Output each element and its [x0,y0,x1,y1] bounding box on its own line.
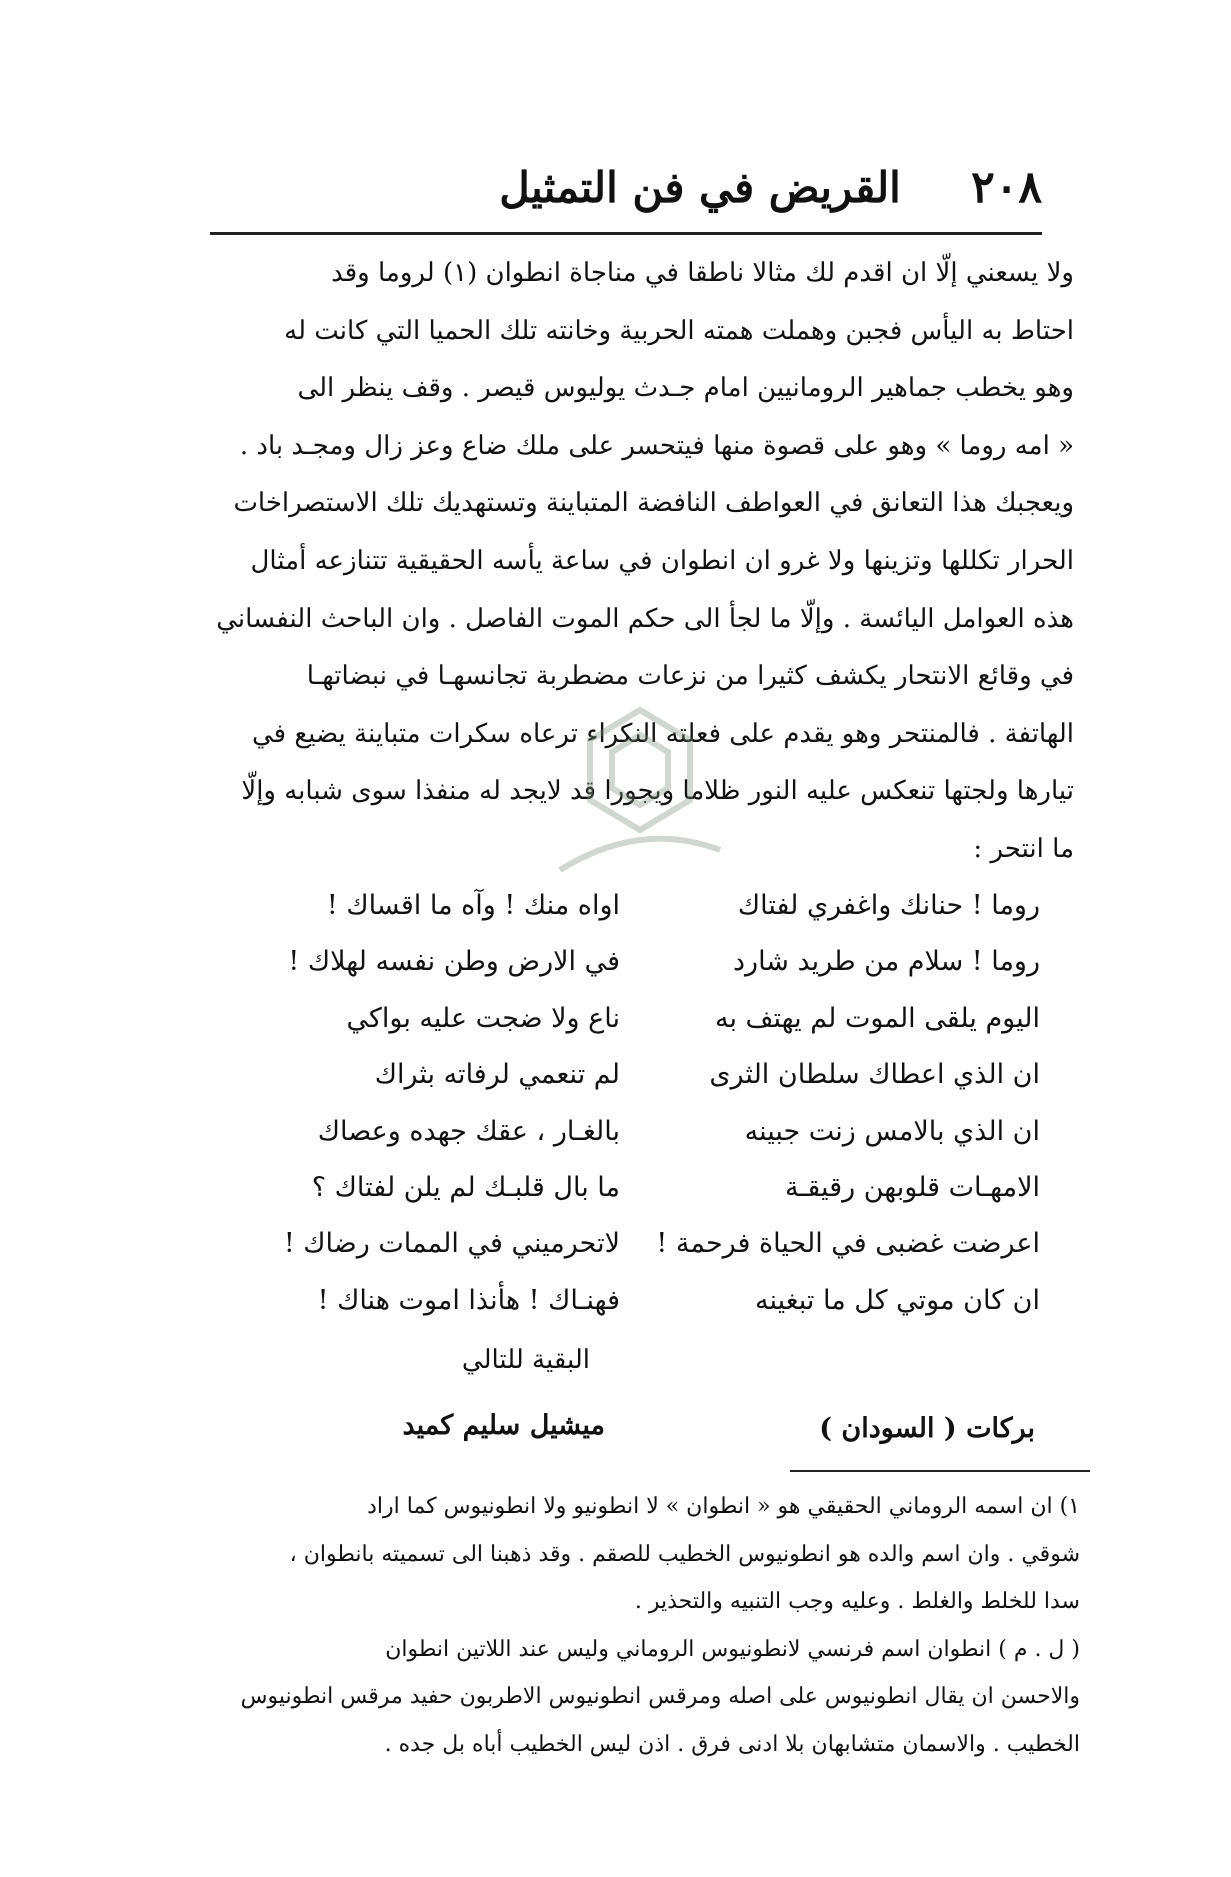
verse-first-hemistich: روما ! سلام من طريد شارد [733,946,1040,978]
footnote-line: سدا للخلط والغلط . وعليه وجب التنبيه والتحذير . [634,1589,1080,1614]
verse-first-hemistich: اليوم يلقى الموت لم يهتف به [714,1002,1040,1034]
verse-first-hemistich: ان الذي اعطاك سلطان الثرى [709,1059,1040,1091]
body-line: ما انتحر : [973,833,1074,864]
body-line: ولا يسعني إلّا ان اقدم لك مثالا ناطقا في مناجاة انطوان (١) لروما وقد [331,258,1074,288]
author-location: بركات ( السودان ) [819,1413,1035,1444]
body-line: احتاط به اليأس فجبن وهملت همته الحربية وخانته تلك الحميا التي كانت له [284,315,1074,346]
poem-verse [250,1116,1040,1172]
body-line: الهاتفة . فالمنتحر وهو يقدم على فعلته النكراء ترعاه سكرات متباينة يضيع في [251,718,1074,749]
footnote-line: شوقي . وان اسم والده هو انطونيوس الخطيب للصقم . وقد ذهبنا الى تسميته بانطوان ، [289,1541,1080,1567]
verse-first-hemistich: روما ! حنانك واغفري لفتاك [737,890,1040,921]
verse-second-hemistich: ناع ولا ضجت عليه بواكي [346,1002,620,1034]
body-line: في وقائع الانتحار يكشف كثيرا من نزعات مضطربة تجانسهـا في نبضاتهـا [306,661,1074,692]
body-line: « امه روما » وهو على قصوة منها فيتحسر على ملك ضاع وعز زال ومجـد باد . [239,430,1074,461]
body-line: وهو يخطب جماهير الرومانيين امام جـدث يوليوس قيصر . وقف ينظر الى [297,373,1074,404]
page-number: ٢٠٨ [971,162,1042,213]
body-line: هذه العوامل اليائسة . وإلّا ما لجأ الى حكم الموت الفاصل . وان الباحث النفساني [216,603,1074,634]
poem [250,890,1040,1341]
footnote-line: ( ل . م ) انطوان اسم فرنسي لانطونيوس الروماني وليس عند اللاتين انطوان [385,1636,1080,1662]
verse-first-hemistich: الامهـات قلوبهن رقيقـة [785,1171,1040,1203]
body-line: ويعجبك هذا التعانق في العواطف النافضة المتباينة وتستهديك تلك الاستصراخات [233,488,1074,519]
verse-first-hemistich: اعرضت غضبى في الحياة فرحمة ! [656,1228,1040,1260]
author-signature: ميشيل سليم كميد [402,1410,605,1441]
poem-verse [250,1228,1040,1284]
footnote-line: الخطيب . والاسمان متشابهان بلا ادنى فرق . اذن ليس الخطيب أباه بل جده . [384,1731,1080,1757]
poem-verse [250,1172,1040,1228]
body-line: الحرار تكللها وتزينها ولا غرو ان انطوان في ساعة يأسه الحقيقية تتنازعه أمثال [250,545,1074,576]
poem-verse [250,1059,1040,1115]
footnote-line: والاحسن ان يقال انطونيوس على اصله ومرقس انطونيوس الاطربون حفيد مرقس انطونيوس [240,1684,1080,1709]
to-be-continued: البقية للتالي [461,1345,590,1375]
verse-second-hemistich: فهنـاك ! هأنذا اموت هناك ! [317,1284,620,1316]
verse-second-hemistich: لاتحرميني في الممات رضاك ! [283,1228,620,1260]
poem-verse [250,946,1040,1002]
poem-verse [250,1003,1040,1059]
footnote-line: ١) ان اسمه الروماني الحقيقي هو « انطوان » لا انطونيو ولا انطونيوس كما اراد [367,1494,1080,1519]
verse-second-hemistich: لم تنعمي لرفاته بثراك [374,1059,620,1091]
verse-first-hemistich: ان كان موتي كل ما تبغينه [754,1284,1040,1316]
verse-second-hemistich: في الارض وطن نفسه لهلاك ! [288,946,620,978]
page-header [190,158,1050,228]
verse-second-hemistich: بالغـار ، عقك جهده وعصاك [317,1115,620,1147]
running-title: القريض في فن التمثيل [499,163,901,212]
footnote-rule [790,1470,1090,1472]
footnotes [200,1483,1080,1768]
library-seal-watermark [520,700,760,900]
header-rule [210,232,1042,235]
body-line: تيارها ولجتها تنعكس عليه النور ظلاما ويجورا قد لايجد له منفذا سوى شبابه وإلّا [241,776,1074,807]
verse-second-hemistich: اواه منك ! وآه ما اقساك ! [326,890,620,921]
poem-verse [250,890,1040,946]
poem-verse [250,1285,1040,1341]
verse-first-hemistich: ان الذي بالامس زنت جبينه [744,1115,1040,1147]
verse-second-hemistich: ما بال قلبـك لم يلن لفتاك ؟ [311,1171,620,1203]
